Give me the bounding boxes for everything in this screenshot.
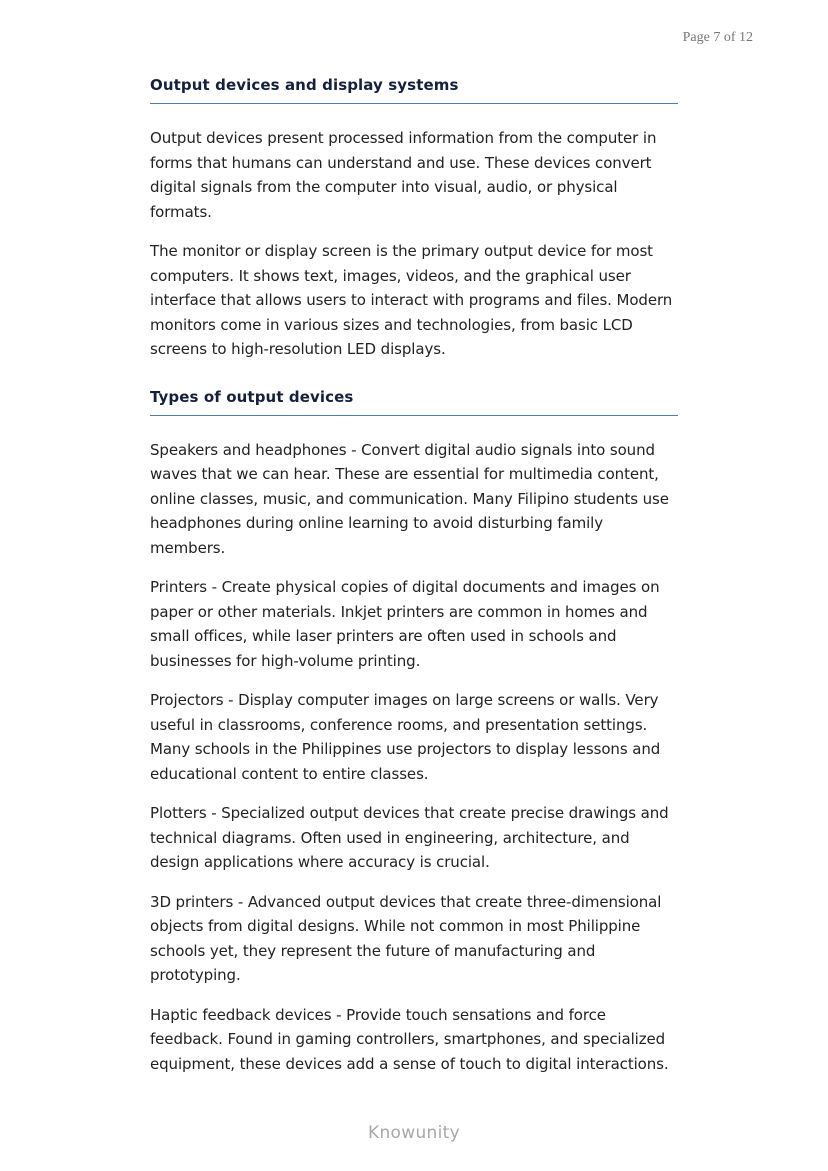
section-heading-types-of-output-devices: Types of output devices (150, 388, 678, 416)
paragraph: The monitor or display screen is the primary output device for most computers. It shows text, images, videos, and the graphical user interface that allows users to interact with programs and files. Modern monitors come in various sizes and technologies, from basic LCD screens to high-resolution LED displays. (150, 242, 673, 358)
paragraph-speakers: Speakers and headphones - Convert digital audio signals into sound waves that we can hear. These are essential for multimedia content, online classes, music, and communication. Many Filipino students use headphones during online learning to avoid disturbing family members. (150, 440, 669, 557)
document-body (150, 76, 678, 1091)
footer-brand: Knowunity (368, 1123, 460, 1143)
paragraph-3d-printers: 3D printers - Advanced output devices that create three-dimensional objects from digital designs. While not common in most Philippine schools yet, they represent the future of manufacturing and prototyping. (150, 892, 662, 984)
section-heading-output-devices: Output devices and display systems (150, 76, 678, 104)
page-number: Page 7 of 12 (682, 30, 753, 45)
paragraph-projectors: Projectors - Display computer images on large screens or walls. Very useful in classrooms, conference rooms, and presentation settings. Many schools in the Philippines use projectors to display lessons and educational content to entire classes. (150, 691, 661, 783)
paragraph-plotters: Plotters - Specialized output devices that create precise drawings and technical diagrams. Often used in engineering, architecture, and design applications where accuracy is crucial. (150, 804, 669, 871)
paragraph: Output devices present processed information from the computer in forms that humans can understand and use. These devices convert digital signals from the computer into visual, audio, or physical formats. (150, 129, 657, 221)
paragraph-printers: Printers - Create physical copies of digital documents and images on paper or other materials. Inkjet printers are common in homes and small offices, while laser printers are often used in schools and businesses for high-volume printing. (150, 578, 660, 670)
paragraph-haptic: Haptic feedback devices - Provide touch sensations and force feedback. Found in gaming controllers, smartphones, and specialized equipment, these devices add a sense of touch to digital interactions. (150, 1005, 669, 1073)
